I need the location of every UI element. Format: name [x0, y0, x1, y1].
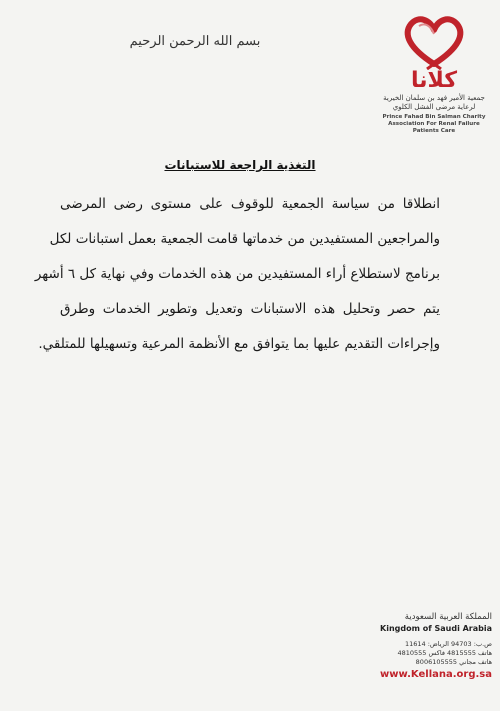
footer-po-box: ص.ب: 94703 الرياض: 11614	[404, 640, 492, 648]
body-line-1: انطلاقا من سياسة الجمعية للوقوف على مستوى رضى المرضى	[60, 196, 440, 212]
logo-org-ar-line2: لرعاية مرضى الفشل الكلوي	[392, 103, 476, 111]
document-body	[34, 192, 440, 367]
logo-org-name-ar	[378, 94, 490, 112]
logo-org-en-line1: Prince Fahad Bin Salman Charity	[382, 114, 486, 120]
footer-website-link[interactable]: www.Kellana.org.sa	[380, 669, 492, 680]
footer-phone-fax: هاتف 4815555 فاكس 4810555	[397, 649, 492, 657]
logo-org-ar-line1: جمعية الأمير فهد بن سلمان الخيرية	[383, 94, 485, 102]
document-title: التغذية الراجعة للاستبانات	[164, 158, 316, 172]
footer-country-ar: المملكة العربية السعودية	[404, 612, 492, 622]
heart-ribbon-icon	[399, 12, 469, 70]
body-line-5: وإجراءات التقديم عليها بما يتوافق مع الأنظمة المرعية وتسهيلها للمتلقي.	[38, 336, 440, 352]
logo-org-en-line2: Association For Renal Failure Patients Care	[388, 121, 480, 134]
body-line-4: يتم حصر وتحليل هذه الاستبانات وتعديل وتطوير الخدمات وطرق	[60, 301, 440, 317]
body-line-3: برنامج لاستطلاع أراء المستفيدين من هذه الخدمات وفي نهاية كل ٦ أشهر	[34, 266, 440, 282]
footer-country-en: Kingdom of Saudi Arabia	[380, 624, 492, 633]
footer-toll-free: هاتف مجاني 8006105555	[415, 658, 492, 666]
organization-logo	[378, 12, 490, 135]
letterhead-footer	[380, 612, 492, 680]
logo-org-name-en	[378, 114, 490, 135]
logo-wordmark-ar: كلانا	[410, 68, 458, 93]
basmala-heading: بسم الله الرحمن الرحيم	[129, 34, 261, 49]
body-line-2: والمراجعين المستفيدين من خدماتها قامت الجمعية بعمل استبانات لكل	[49, 231, 440, 247]
